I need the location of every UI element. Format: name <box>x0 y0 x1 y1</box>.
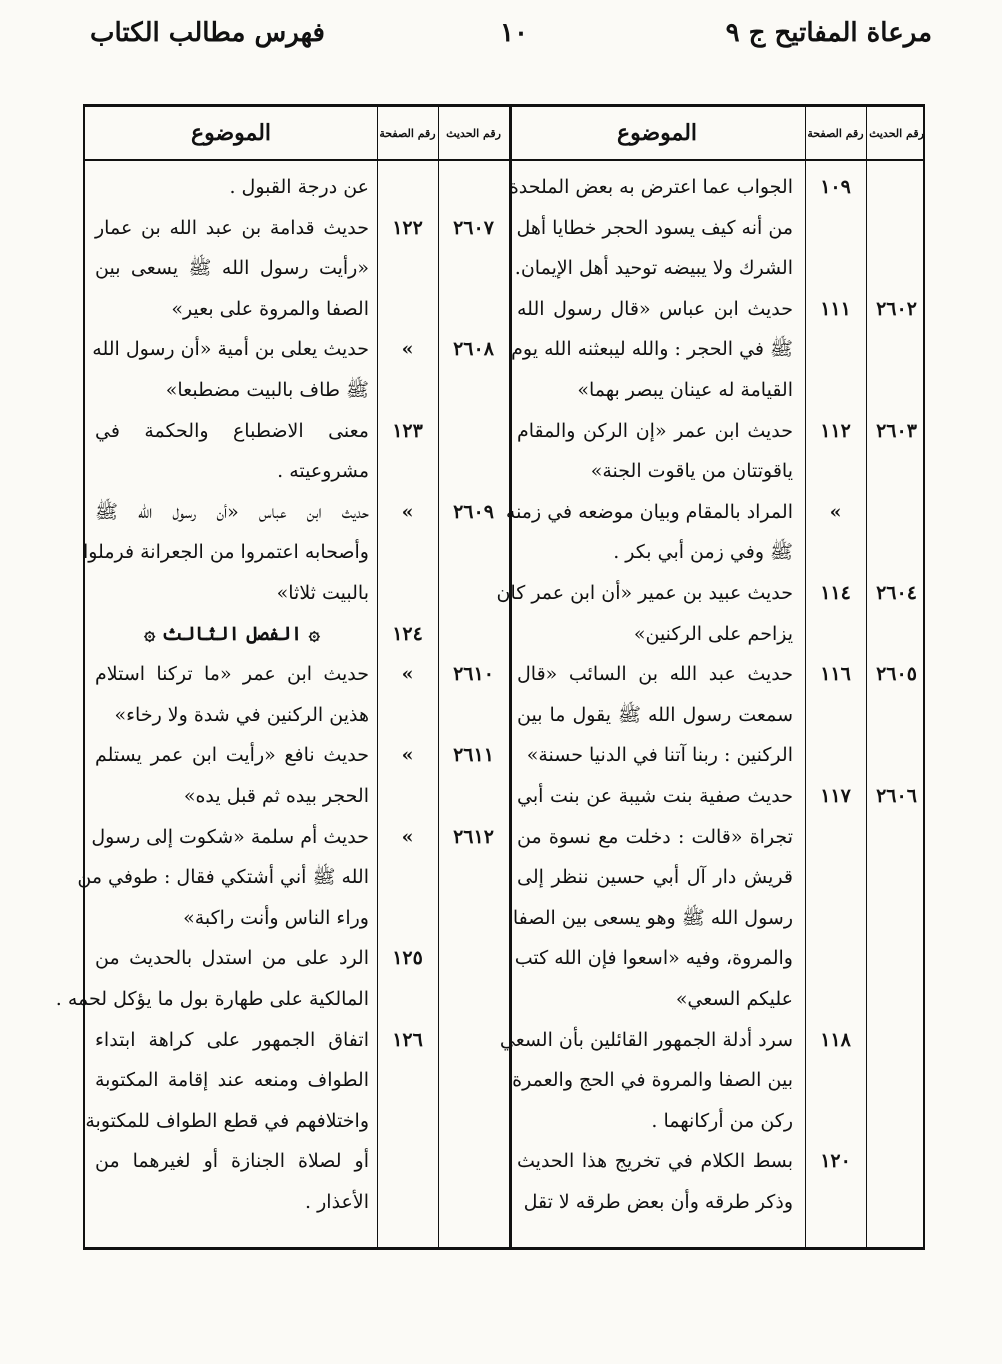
topic-line: اتفاق الجمهور على كراهة ابتداء <box>95 1028 369 1051</box>
page-header <box>90 18 932 58</box>
topic-line: من أنه كيف يسود الحجر خطايا أهل <box>516 216 793 239</box>
topic-line: المالكية على طهارة بول ما يؤكل لحمه . <box>55 988 369 1010</box>
hadith-number: ٢٦٠٦ <box>876 785 917 807</box>
index-table <box>55 104 925 1250</box>
page-number-cell: ١٢٦ <box>392 1028 423 1051</box>
topic-line: حديث قدامة بن عبد الله بن عمار <box>95 216 369 239</box>
topic-line: يزاحم على الركنين» <box>633 622 793 645</box>
book-title: مرعاة المفاتيح ج ٩ <box>725 18 932 48</box>
topic-line: حديث ابن عباس «أن رسول الله ﷺ <box>95 500 369 523</box>
page-number-cell: » <box>829 500 842 523</box>
right-page-header: رقم الصفحة <box>807 126 864 140</box>
table-body <box>55 167 923 1247</box>
topic-line: حديث ابن عمر «إن الركن والمقام <box>517 419 793 442</box>
topic-line: أو لصلاة الجنازة أو لغيرهما من <box>95 1150 369 1173</box>
hadith-number: ٢٦٠٣ <box>876 419 917 442</box>
left-page-header: رقم الصفحة <box>379 126 436 140</box>
topic-line: تجراة «قالت : دخلت مع نسوة من <box>517 825 793 848</box>
topic-line: حديث عبد الله بن السائب «قال <box>517 663 793 686</box>
topic-line: سمعت رسول الله ﷺ يقول ما بين <box>517 703 793 726</box>
page-number-cell: ١١٨ <box>820 1028 851 1051</box>
topic-line: الله ﷺ أني أشتكي فقال : طوفي من <box>77 866 369 889</box>
right-hadith-header: رقم الحديث <box>869 126 924 140</box>
topic-line: ﷺ طاف بالبيت مضطبعا» <box>165 379 369 401</box>
page-number-cell: ١٢٢ <box>392 216 423 239</box>
topic-line: حديث ابن عباس «قال رسول الله <box>517 297 793 320</box>
page-number-cell: » <box>401 663 414 686</box>
topic-line: ركن من أركانهما . <box>651 1109 793 1132</box>
index-title: فهرس مطالب الكتاب <box>90 18 325 48</box>
topic-line: حديث صفية بنت شيبة عن بنت أبي <box>517 785 793 807</box>
left-topic-header: الموضوع <box>190 120 272 146</box>
hadith-number: ٢٦٠٤ <box>876 582 917 604</box>
page-number-cell: » <box>401 744 414 767</box>
page-number-cell: » <box>401 338 414 361</box>
topic-line: الركنين : ربنا آتنا في الدنيا حسنة» <box>526 744 793 767</box>
hadith-number: ٢٦١٠ <box>453 663 494 686</box>
topic-line: ﷺ وفي زمن أبي بكر . <box>613 541 793 564</box>
hadith-number: ٢٦٠٩ <box>453 500 494 523</box>
page-number-cell: ١٠٩ <box>820 176 851 198</box>
topic-line: وراء الناس وأنت راكبة» <box>183 906 369 929</box>
hadith-number: ٢٦٠٧ <box>453 216 494 239</box>
topic-line: ۞ الفصل الثالث ۞ <box>144 622 320 645</box>
page-number-cell: ١٢٤ <box>392 622 423 645</box>
hadith-number: ٢٦١٢ <box>453 825 494 848</box>
page-number-cell: ١١٧ <box>820 785 851 807</box>
topic-line: حديث يعلى بن أمية «أن رسول الله <box>92 338 369 361</box>
topic-line: ياقوتتان من ياقوت الجنة» <box>590 460 793 483</box>
page-number-cell: ١١١ <box>820 297 851 320</box>
page-number-cell: ١٢٠ <box>820 1150 851 1173</box>
page-number-cell: ١١٤ <box>820 582 851 604</box>
page-number-cell: ١١٢ <box>820 419 851 442</box>
topic-line: وذكر طرقه وأن بعض طرقه لا تقل <box>523 1191 793 1213</box>
topic-line: حديث أم سلمة «شكوت إلى رسول <box>91 825 369 848</box>
topic-line: حديث ابن عمر «ما تركنا استلام <box>95 663 369 686</box>
topic-line: ﷺ في الحجر : والله ليبعثنه الله يوم <box>511 338 793 361</box>
hadith-number: ٢٦٠٥ <box>876 663 917 686</box>
topic-line: عن درجة القبول . <box>229 176 369 198</box>
topic-line: الحجر بيده ثم قبل يده» <box>183 785 369 807</box>
topic-line: وأصحابه اعتمروا من الجعرانة فرملوا <box>82 541 369 564</box>
hadith-number: ٢٦٠٢ <box>876 297 917 320</box>
topic-line: الصفا والمروة على بعير» <box>171 297 369 320</box>
topic-line: حديث نافع «رأيت ابن عمر يستلم <box>95 744 369 767</box>
left-hadith-header: رقم الحديث <box>446 126 501 140</box>
page-number-cell: » <box>401 500 414 523</box>
topic-line: المراد بالمقام وبيان موضعه في زمنه <box>505 500 793 523</box>
topic-line: بسط الكلام في تخريج هذا الحديث <box>517 1150 793 1173</box>
topic-line: حديث عبيد بن عمير «أن ابن عمر كان <box>496 582 793 604</box>
page-number-cell: ١١٦ <box>820 663 851 686</box>
topic-line: مشروعيته . <box>277 460 369 483</box>
right-topic-header: الموضوع <box>616 120 698 146</box>
hadith-number: ٢٦١١ <box>453 744 494 767</box>
topic-line: سرد أدلة الجمهور القائلين بأن السعي <box>499 1028 793 1051</box>
topic-line: الجواب عما اعترض به بعض الملحدة <box>508 176 793 198</box>
topic-line: الشرك ولا يبيضه توحيد أهل الإيمان. <box>514 257 793 280</box>
page-number-cell: ١٢٥ <box>392 947 423 970</box>
topic-line: معنى الاضطباع والحكمة في <box>95 419 369 442</box>
topic-line: رسول الله ﷺ وهو يسعى بين الصفا <box>512 906 793 929</box>
topic-line: قريش دار آل أبي حسين ننظر إلى <box>517 866 793 889</box>
topic-line: بالبيت ثلاثا» <box>276 582 369 604</box>
topic-line: عليكم السعي» <box>675 988 793 1010</box>
topic-line: بين الصفا والمروة في الحج والعمرة <box>512 1069 793 1092</box>
page-number-cell: ١٢٣ <box>392 419 423 442</box>
topic-line: «رأيت رسول الله ﷺ يسعى بين <box>95 257 369 280</box>
topic-line: واختلافهم في قطع الطواف للمكتوبة <box>85 1109 369 1132</box>
hadith-number: ٢٦٠٨ <box>453 338 494 361</box>
topic-line: القيامة له عينان يبصر بهما» <box>577 379 793 401</box>
page-number-cell: » <box>401 825 414 848</box>
topic-line: هذين الركنين في شدة ولا رخاء» <box>114 703 369 726</box>
topic-line: الطواف ومنعه عند إقامة المكتوبة <box>95 1069 369 1092</box>
topic-line: الرد على من استدل بالحديث من <box>95 947 369 970</box>
topic-line: الأعذار . <box>305 1191 369 1213</box>
page-number: ١٠ <box>500 18 528 48</box>
topic-line: والمروة، وفيه «اسعوا فإن الله كتب <box>514 947 793 970</box>
